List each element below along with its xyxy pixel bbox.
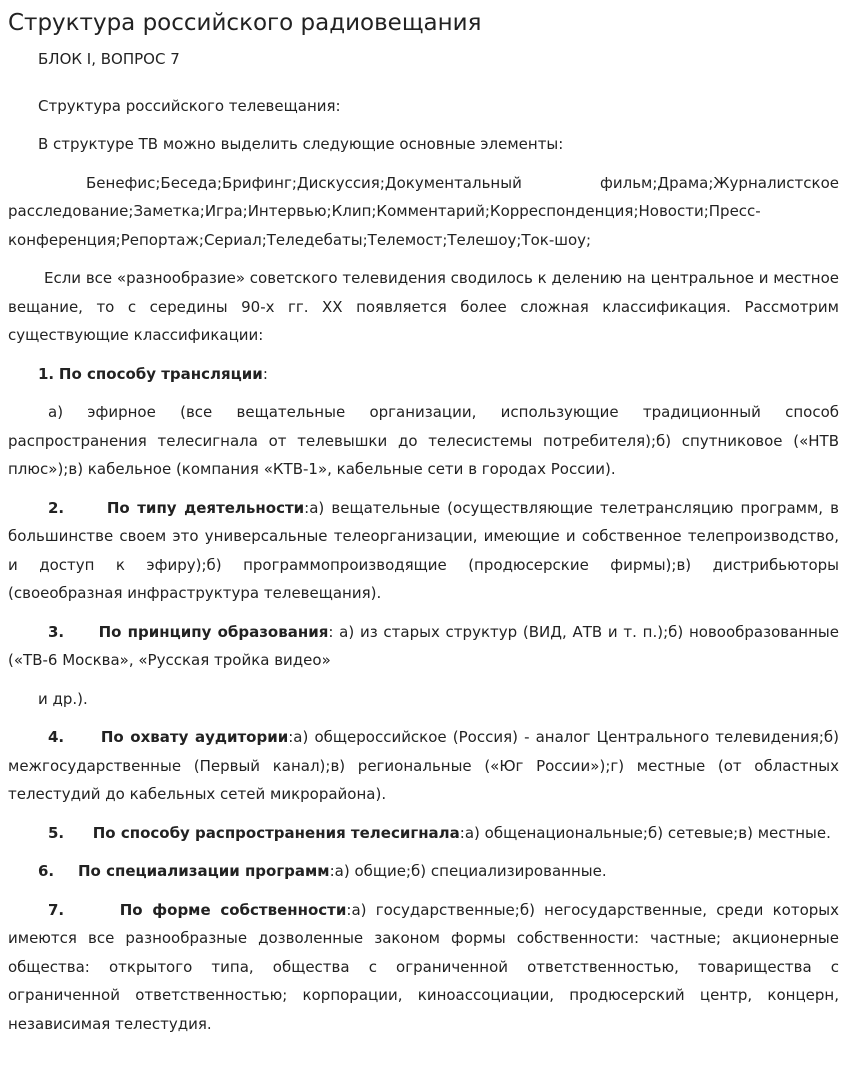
section-2 [8, 494, 839, 608]
section-separator: : [288, 728, 294, 746]
page-title: Структура российского радиовещания [8, 10, 482, 36]
section-number: 4. [48, 728, 65, 746]
section-title: По способу трансляции [58, 364, 263, 383]
intro-line: В структуре ТВ можно выделить следующие основные элементы: [38, 135, 564, 153]
section-title: По охвату аудитории [100, 728, 289, 746]
classification-intro: Если все «разнообразие» советского телевидения сводилось к делению на центральное и местное вещание, то с середины 90-х гг. XX появляется более сложная классификация. Рассмотрим существующие классификации: [8, 269, 839, 344]
section-separator: : [329, 862, 335, 880]
document-page [0, 9, 847, 1038]
section-body: а) общероссийское (Россия) - аналог Центрального телевидения;б) межгосударственные (Первый канал);в) региональные («Юг России»);г) местные (от областных телестудий до кабельных сетей микрорайона). [8, 728, 840, 803]
section-title: По форме собственности [119, 900, 347, 919]
section-separator: : [262, 364, 268, 383]
section-4 [8, 723, 839, 809]
genres-paragraph: Бенефис;Беседа;Брифинг;Дискуссия;Документальный фильм;Драма;Журналистское расследование;Заметка;Игра;Интервью;Клип;Комментарий;Корреспонденция;Новости;Пресс-конференция;Репортаж;Сериал;Теледебаты;Телемост;Телешоу;Ток-шоу; [8, 173, 839, 249]
section-title: По принципу образования [98, 622, 329, 641]
section-body: а) общенациональные;б) сетевые;в) местные. [464, 823, 831, 842]
section-separator: : [304, 498, 310, 517]
section-title: По типу деятельности [106, 498, 305, 517]
section-number: 2. [48, 498, 65, 517]
section-body: а) государственные;б) негосударственные, среди которых имеются все разнообразные дозволенные законом формы собственности: частные; акционерные общества: открытого типа, общества с ограниченной ответственностью, товарищества с ограниченной ответственностью; корпорации, киноассоциации, продюсерский центр, концерн, независимая телестудия. [8, 900, 840, 1033]
section-separator: : [328, 622, 340, 641]
section-3 [8, 618, 839, 675]
section-separator: : [459, 823, 465, 842]
section-body: а) из старых структур (ВИД, АТВ и т. п.);б) новообразованные («ТВ-6 Москва», «Русская тройка видео» [8, 622, 839, 669]
section-number: 5. [48, 823, 65, 842]
section-separator: : [346, 900, 352, 919]
section-3-continuation: и др.). [38, 689, 88, 708]
section-7 [8, 896, 839, 1039]
section-5 [8, 819, 839, 848]
section-6 [8, 857, 839, 886]
tv-structure-heading: Структура российского телевещания: [38, 96, 341, 115]
section-number: 7. [48, 900, 65, 919]
section-body: а) общие;б) специализированные. [334, 862, 607, 880]
section-number: 6. [38, 862, 55, 880]
section-title: По способу распространения телесигнала [92, 823, 460, 842]
section-1-heading [8, 360, 839, 389]
section-title: По специализации программ [77, 862, 330, 880]
section-number: 1. [38, 364, 55, 383]
section-1-body: а) эфирное (все вещательные организации, использующие традиционный способ распространения телесигнала от телевышки до телесистемы потребителя);б) спутниковое («НТВ плюс»);в) кабельное (компания «КТВ-1», кабельные сети в городах России). [8, 403, 839, 478]
section-number: 3. [48, 622, 65, 641]
section-body: а) вещательные (осуществляющие телетрансляцию программ, в большинстве своем это универсальные телеорганизации, имеющие и собственное телепроизводство, и доступ к эфиру);б) программопроизводящие (продюсерские фирмы);в) дистрибьюторы (своеобразная инфраструктура телевещания). [8, 498, 839, 602]
block-label: БЛОК I, ВОПРОС 7 [38, 50, 180, 68]
